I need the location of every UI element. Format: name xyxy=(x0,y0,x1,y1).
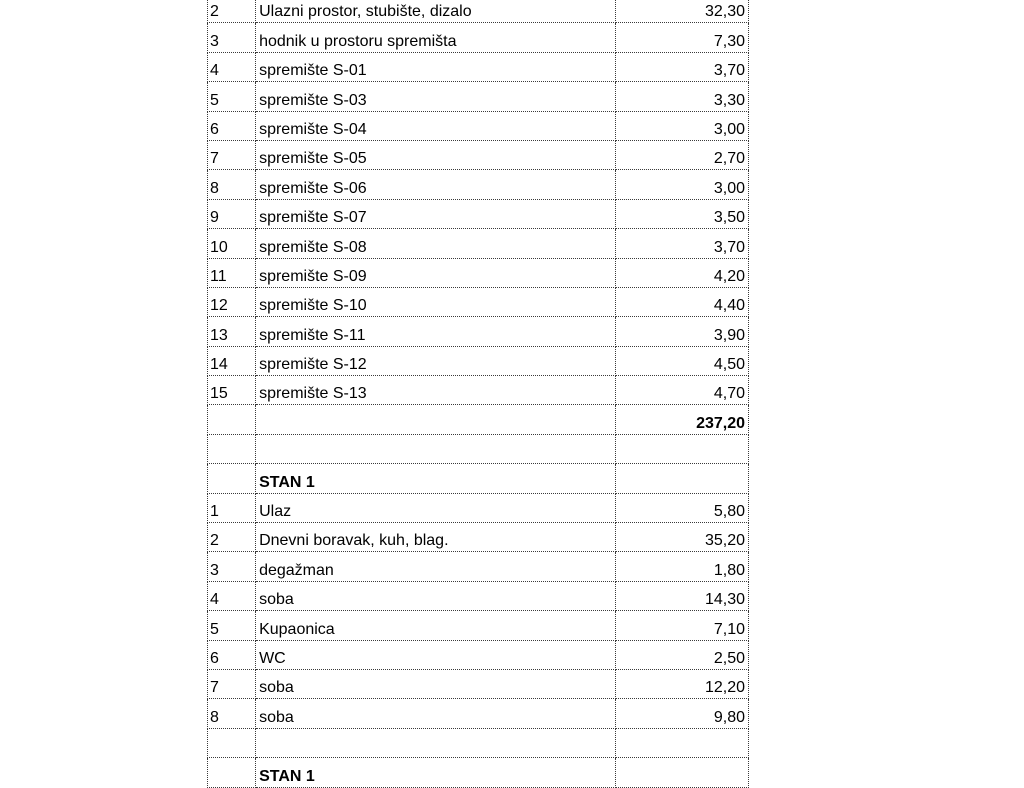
room-name: spremište S-13 xyxy=(256,376,616,405)
room-name: spremište S-06 xyxy=(256,170,616,199)
empty-cell xyxy=(208,758,256,787)
row-number: 9 xyxy=(208,199,256,228)
empty-cell xyxy=(615,434,748,463)
room-area: 4,70 xyxy=(615,376,748,405)
room-name: spremište S-01 xyxy=(256,52,616,81)
room-name: soba xyxy=(256,669,616,698)
table-row xyxy=(208,199,749,228)
room-area: 3,90 xyxy=(615,317,748,346)
row-number: 8 xyxy=(208,170,256,199)
room-area: 14,30 xyxy=(615,581,748,610)
row-number: 12 xyxy=(208,287,256,316)
row-number: 11 xyxy=(208,258,256,287)
room-area: 3,70 xyxy=(615,229,748,258)
room-name: hodnik u prostoru spremišta xyxy=(256,23,616,52)
room-area: 3,00 xyxy=(615,170,748,199)
empty-cell xyxy=(256,405,616,434)
room-name: Ulaz xyxy=(256,493,616,522)
total-area: 237,20 xyxy=(615,405,748,434)
room-area: 5,80 xyxy=(615,493,748,522)
empty-cell xyxy=(615,464,748,493)
room-area: 1,80 xyxy=(615,552,748,581)
table-row xyxy=(208,581,749,610)
room-area: 32,30 xyxy=(615,0,748,23)
room-name: spremište S-11 xyxy=(256,317,616,346)
section-header-row xyxy=(208,758,749,787)
table-row xyxy=(208,346,749,375)
room-area-table xyxy=(207,0,749,788)
room-area: 3,30 xyxy=(615,82,748,111)
empty-cell xyxy=(208,405,256,434)
room-name: spremište S-09 xyxy=(256,258,616,287)
empty-cell xyxy=(615,728,748,757)
table-row xyxy=(208,229,749,258)
table-row xyxy=(208,523,749,552)
table-row xyxy=(208,552,749,581)
empty-cell xyxy=(208,434,256,463)
blank-row xyxy=(208,434,749,463)
row-number: 5 xyxy=(208,82,256,111)
room-area: 35,20 xyxy=(615,523,748,552)
room-area: 9,80 xyxy=(615,699,748,728)
table-row xyxy=(208,258,749,287)
row-number: 10 xyxy=(208,229,256,258)
table-row xyxy=(208,170,749,199)
section-title: STAN 1 xyxy=(256,464,616,493)
table-body xyxy=(208,0,749,787)
room-area: 3,50 xyxy=(615,199,748,228)
empty-cell xyxy=(208,464,256,493)
section-header-row xyxy=(208,464,749,493)
row-number: 2 xyxy=(208,523,256,552)
total-row xyxy=(208,405,749,434)
row-number: 15 xyxy=(208,376,256,405)
table-row xyxy=(208,0,749,23)
room-name: WC xyxy=(256,640,616,669)
room-area: 7,10 xyxy=(615,611,748,640)
row-number: 8 xyxy=(208,699,256,728)
empty-cell xyxy=(256,728,616,757)
table-row xyxy=(208,699,749,728)
table-row xyxy=(208,111,749,140)
blank-row xyxy=(208,728,749,757)
empty-cell xyxy=(208,728,256,757)
room-name: spremište S-08 xyxy=(256,229,616,258)
room-area: 3,70 xyxy=(615,52,748,81)
room-name: spremište S-07 xyxy=(256,199,616,228)
room-name: Dnevni boravak, kuh, blag. xyxy=(256,523,616,552)
row-number: 3 xyxy=(208,23,256,52)
section-title: STAN 1 xyxy=(256,758,616,787)
row-number: 6 xyxy=(208,111,256,140)
row-number: 13 xyxy=(208,317,256,346)
row-number: 14 xyxy=(208,346,256,375)
room-name: soba xyxy=(256,699,616,728)
row-number: 2 xyxy=(208,0,256,23)
table-row xyxy=(208,376,749,405)
table-row xyxy=(208,317,749,346)
table-row xyxy=(208,493,749,522)
room-area: 2,50 xyxy=(615,640,748,669)
table-row xyxy=(208,669,749,698)
room-area: 7,30 xyxy=(615,23,748,52)
room-area: 2,70 xyxy=(615,140,748,169)
table-row xyxy=(208,287,749,316)
room-name: soba xyxy=(256,581,616,610)
room-name: Kupaonica xyxy=(256,611,616,640)
row-number: 4 xyxy=(208,581,256,610)
empty-cell xyxy=(256,434,616,463)
table-row xyxy=(208,52,749,81)
row-number: 1 xyxy=(208,493,256,522)
row-number: 4 xyxy=(208,52,256,81)
table-row xyxy=(208,140,749,169)
room-name: spremište S-10 xyxy=(256,287,616,316)
room-area: 12,20 xyxy=(615,669,748,698)
table-row xyxy=(208,23,749,52)
table-row xyxy=(208,611,749,640)
row-number: 5 xyxy=(208,611,256,640)
room-area: 3,00 xyxy=(615,111,748,140)
row-number: 7 xyxy=(208,669,256,698)
room-area: 4,20 xyxy=(615,258,748,287)
room-name: spremište S-03 xyxy=(256,82,616,111)
row-number: 6 xyxy=(208,640,256,669)
row-number: 7 xyxy=(208,140,256,169)
table-row xyxy=(208,640,749,669)
room-area: 4,40 xyxy=(615,287,748,316)
row-number: 3 xyxy=(208,552,256,581)
room-name: degažman xyxy=(256,552,616,581)
empty-cell xyxy=(615,758,748,787)
table-row xyxy=(208,82,749,111)
room-name: spremište S-12 xyxy=(256,346,616,375)
room-name: Ulazni prostor, stubište, dizalo xyxy=(256,0,616,23)
room-name: spremište S-05 xyxy=(256,140,616,169)
room-area: 4,50 xyxy=(615,346,748,375)
room-name: spremište S-04 xyxy=(256,111,616,140)
